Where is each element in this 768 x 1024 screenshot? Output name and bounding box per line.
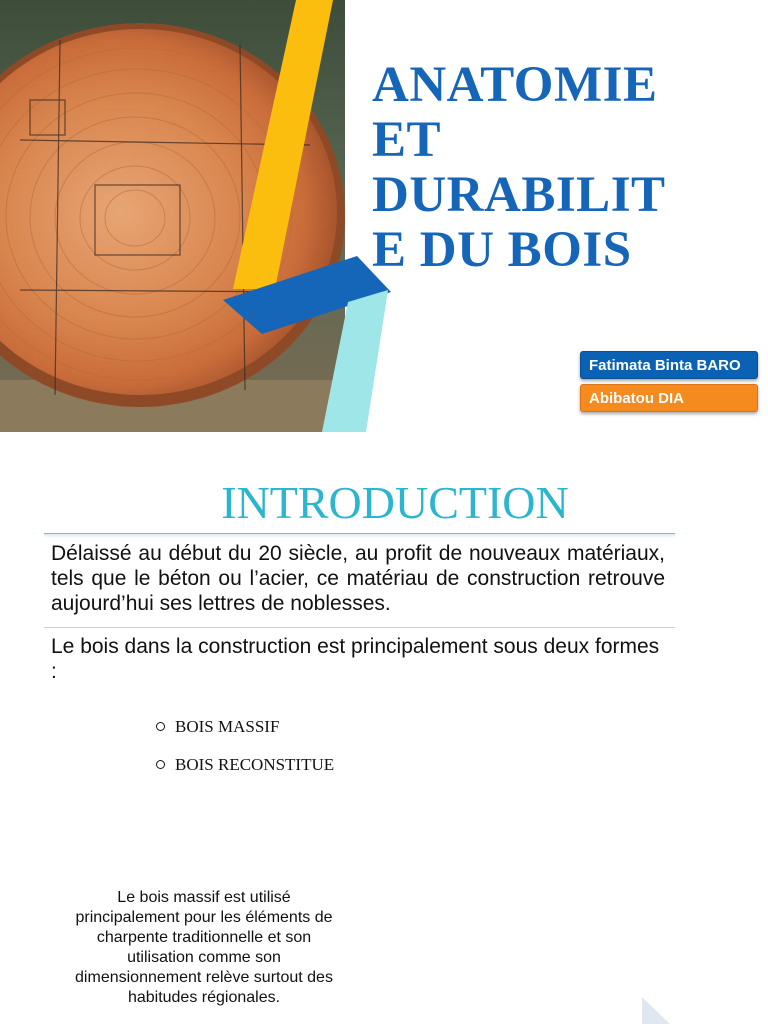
list-item [155,717,334,737]
title-slide [0,0,768,432]
wood-forms-list [155,717,334,793]
list-item-label: BOIS MASSIF [175,717,280,736]
forms-paragraph: Le bois dans la construction est principalement sous deux formes : [51,635,660,683]
title-line: ANATOMIE [372,57,658,113]
title-line: DURABILIT [372,167,666,223]
solid-wood-note: Le bois massif est utilisé principalement pour les éléments de charpente traditionnelle et son utilisation comme son dimensionnement relève surtout des habitudes régionales. [75,889,333,1006]
yellow-stripe [233,0,333,289]
circle-bullet-icon [156,760,165,769]
divider-shadow [44,534,675,538]
introduction-slide [0,432,768,1024]
corner-triangle-decoration [640,997,680,1024]
slide-title [372,58,732,278]
introduction-title: INTRODUCTION [221,477,569,528]
aqua-stripe [322,290,388,432]
list-item-label: BOIS RECONSTITUE [175,755,335,774]
title-line: E DU BOIS [372,222,632,278]
author-badge-dia: Abibatou DIA [580,384,758,412]
author-badge-baro: Fatimata Binta BARO [580,351,758,379]
divider-middle [44,627,675,628]
title-line: ET [372,112,442,168]
list-item [155,755,334,775]
circle-bullet-icon [156,722,165,731]
intro-paragraph: Délaissé au début du 20 siècle, au profit de nouveaux matériaux, tels que le béton ou l’acier, ce matériau de construction retrouve aujourd’hui ses lettres de noblesses. [51,542,665,615]
